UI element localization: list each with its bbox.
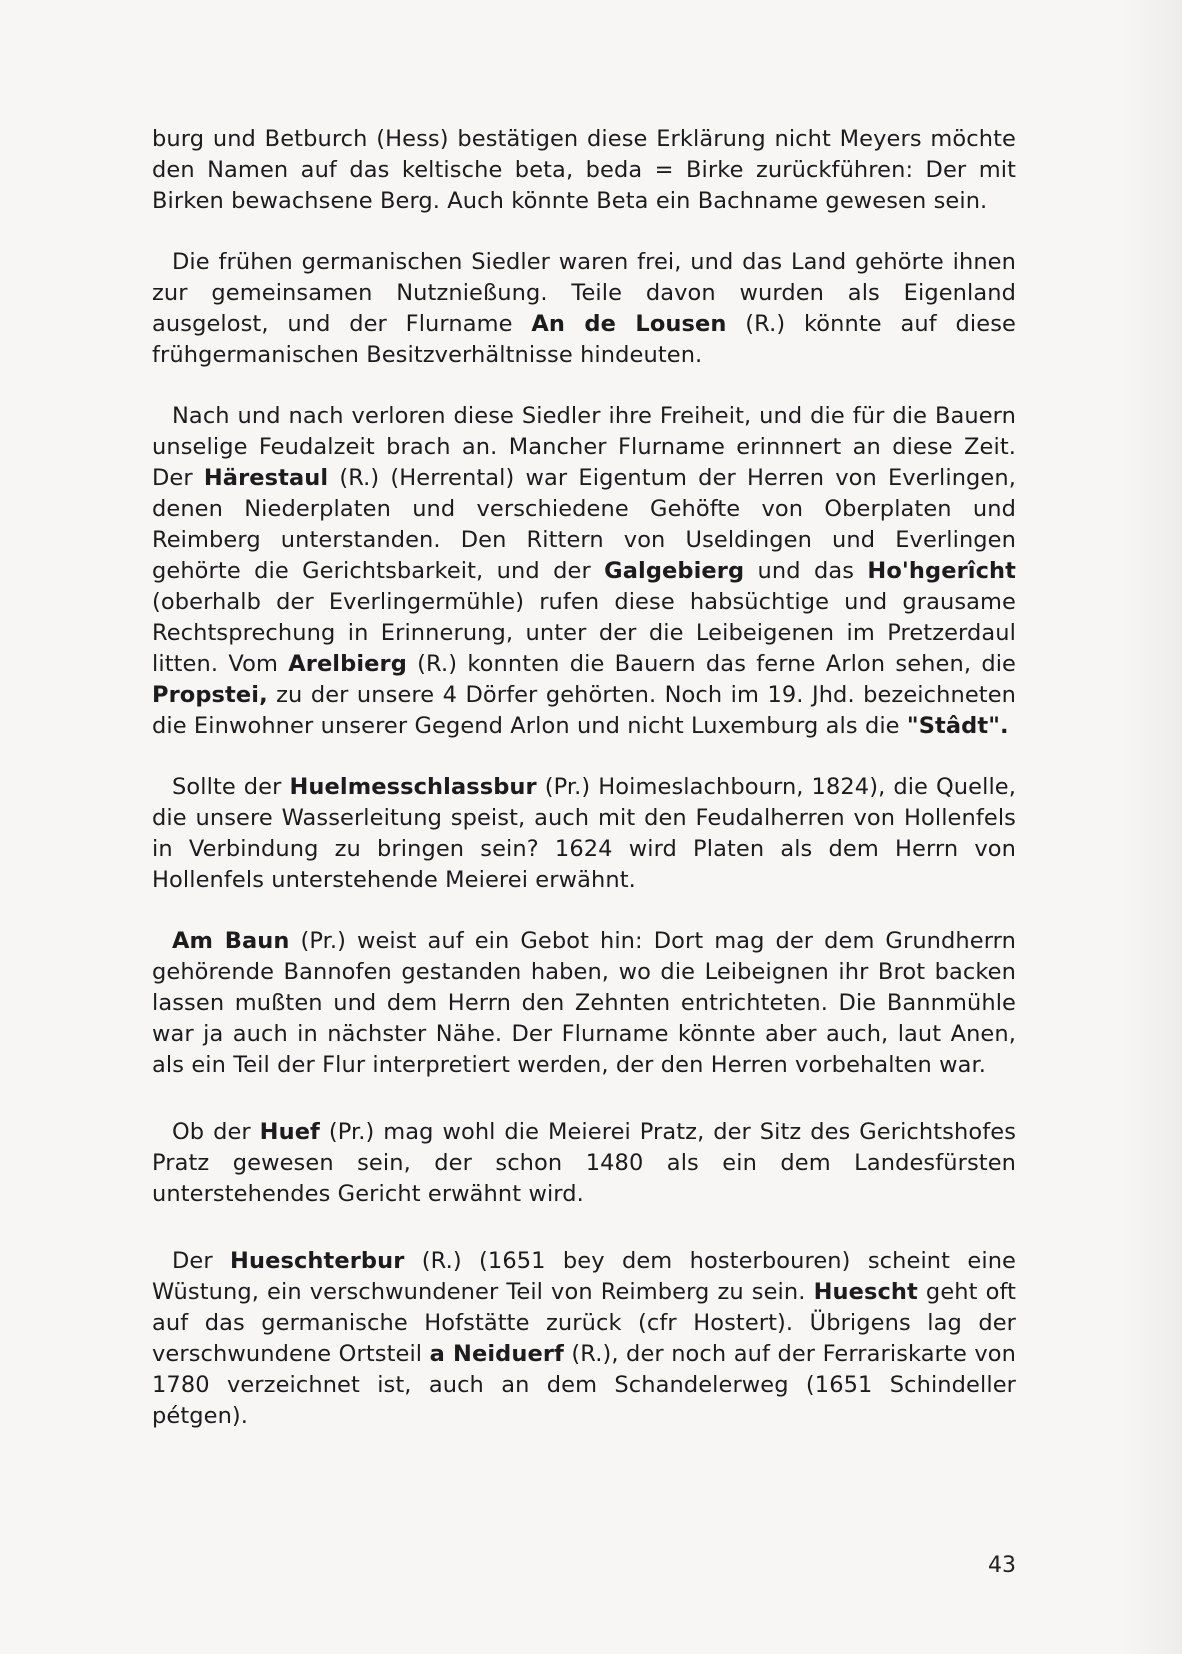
bold-term: Am Baun [172, 928, 290, 954]
text-run: (R.), der noch auf der Ferrariskarte von 1780 verzeichnet ist, auch an dem Schandelerweg (1651 Schindeller pétgen). [152, 1341, 1016, 1429]
bold-term: Härestaul [203, 465, 329, 491]
paragraph-7 [152, 1246, 1016, 1432]
text-run: und das [744, 558, 868, 584]
document-body [152, 124, 1016, 1462]
text-run: Sollte der [172, 774, 290, 800]
paragraph-1 [152, 124, 1016, 217]
text-run: Der [172, 1248, 231, 1274]
text-run: Die frühen germanischen Siedler waren frei, und das Land gehörte ihnen zur gemeinsamen Nutznießung. Teile davon wurden als Eigenland ausgelost, und der Flurname [152, 249, 1016, 337]
bold-term: Propstei, [152, 682, 268, 708]
paragraph-3 [152, 401, 1016, 742]
text-run: (Pr.) weist auf ein Gebot hin: Dort mag der dem Grundherrn gehörende Bannofen gestanden haben, wo die Leibeignen ihr Brot backen lassen mußten und dem Herrn den Zehnten entrichteten. Die Bannmühle war ja auch in nächster Nähe. Der Flurname könnte aber auch, laut Anen, als ein Teil der Flur interpretiert werden, der den Herren vorbehalten war. [152, 928, 1016, 1078]
bold-term: An de Lousen [531, 311, 727, 337]
text-run: (Pr.) Hoimeslachbourn, 1824), die Quelle, die unsere Wasserleitung speist, auch mit den Feudalherren von Hollenfels in Verbindung zu bringen sein? 1624 wird Platen als dem Herrn von Hollenfels unterstehende Meierei erwähnt. [152, 774, 1016, 893]
bold-term: "Stâdt". [906, 713, 1009, 739]
bold-term: Ho'hgerîcht [867, 558, 1017, 584]
text-run: (R.) (1651 bey dem hosterbouren) scheint eine Wüstung, ein verschwundener Teil von Reimberg zu sein. [152, 1248, 1016, 1305]
bold-term: a Neiduerf [429, 1341, 564, 1367]
text-run: Nach und nach verloren diese Siedler ihre Freiheit, und die für die Bauern unselige Feudalzeit brach an. Mancher Flurname erinnnert an diese Zeit. Der [152, 403, 1016, 491]
bold-term: Huescht [813, 1279, 918, 1305]
text-run: burg und Betburch (Hess) bestätigen diese Erklärung nicht Meyers möchte den Namen auf das keltische beta, beda = Birke zurückführen: Der mit Birken bewachsene Berg. Auch könnte Beta ein Bachname gewesen sein. [152, 126, 1016, 214]
text-run: (R.) könnte auf diese frühgermanischen Besitzverhältnisse hindeuten. [152, 311, 1016, 368]
text-run: Ob der [172, 1119, 260, 1145]
bold-term: Huelmesschlassbur [289, 774, 537, 800]
text-run: (R.) konnten die Bauern das ferne Arlon sehen, die [406, 651, 1016, 677]
paragraph-2 [152, 247, 1016, 371]
bold-term: Galgebierg [604, 558, 745, 584]
bold-term: Huef [259, 1119, 320, 1145]
text-run: (R.) (Herrental) war Eigentum der Herren von Everlingen, denen Niederplaten und verschiedene Gehöfte von Oberplaten und Reimberg unterstanden. Den Rittern von Useldingen und Everlingen gehörte die Gerichtsbarkeit, und der [152, 465, 1016, 584]
paragraph-6 [152, 1117, 1016, 1210]
page-number: 43 [988, 1553, 1016, 1578]
page-edge-shadow [1122, 0, 1182, 1654]
paragraph-4 [152, 772, 1016, 896]
text-run: (oberhalb der Everlingermühle) rufen diese habsüchtige und grausame Rechtsprechung in Erinnerung, unter der die Leibeigenen im Pretzerdaul litten. Vom [152, 589, 1016, 677]
text-run: (Pr.) mag wohl die Meierei Pratz, der Sitz des Gerichtshofes Pratz gewesen sein, der schon 1480 als ein dem Landesfürsten unterstehendes Gericht erwähnt wird. [152, 1119, 1017, 1207]
bold-term: Hueschterbur [230, 1248, 405, 1274]
paragraph-5 [152, 926, 1016, 1081]
text-run: zu der unsere 4 Dörfer gehörten. Noch im 19. Jhd. bezeichneten die Einwohner unserer Gegend Arlon und nicht Luxemburg als die [152, 682, 1016, 739]
text-run: geht oft auf das germanische Hofstätte zurück (cfr Hostert). Übrigens lag der verschwundene Ortsteil [152, 1279, 1016, 1367]
bold-term: Arelbierg [288, 651, 407, 677]
